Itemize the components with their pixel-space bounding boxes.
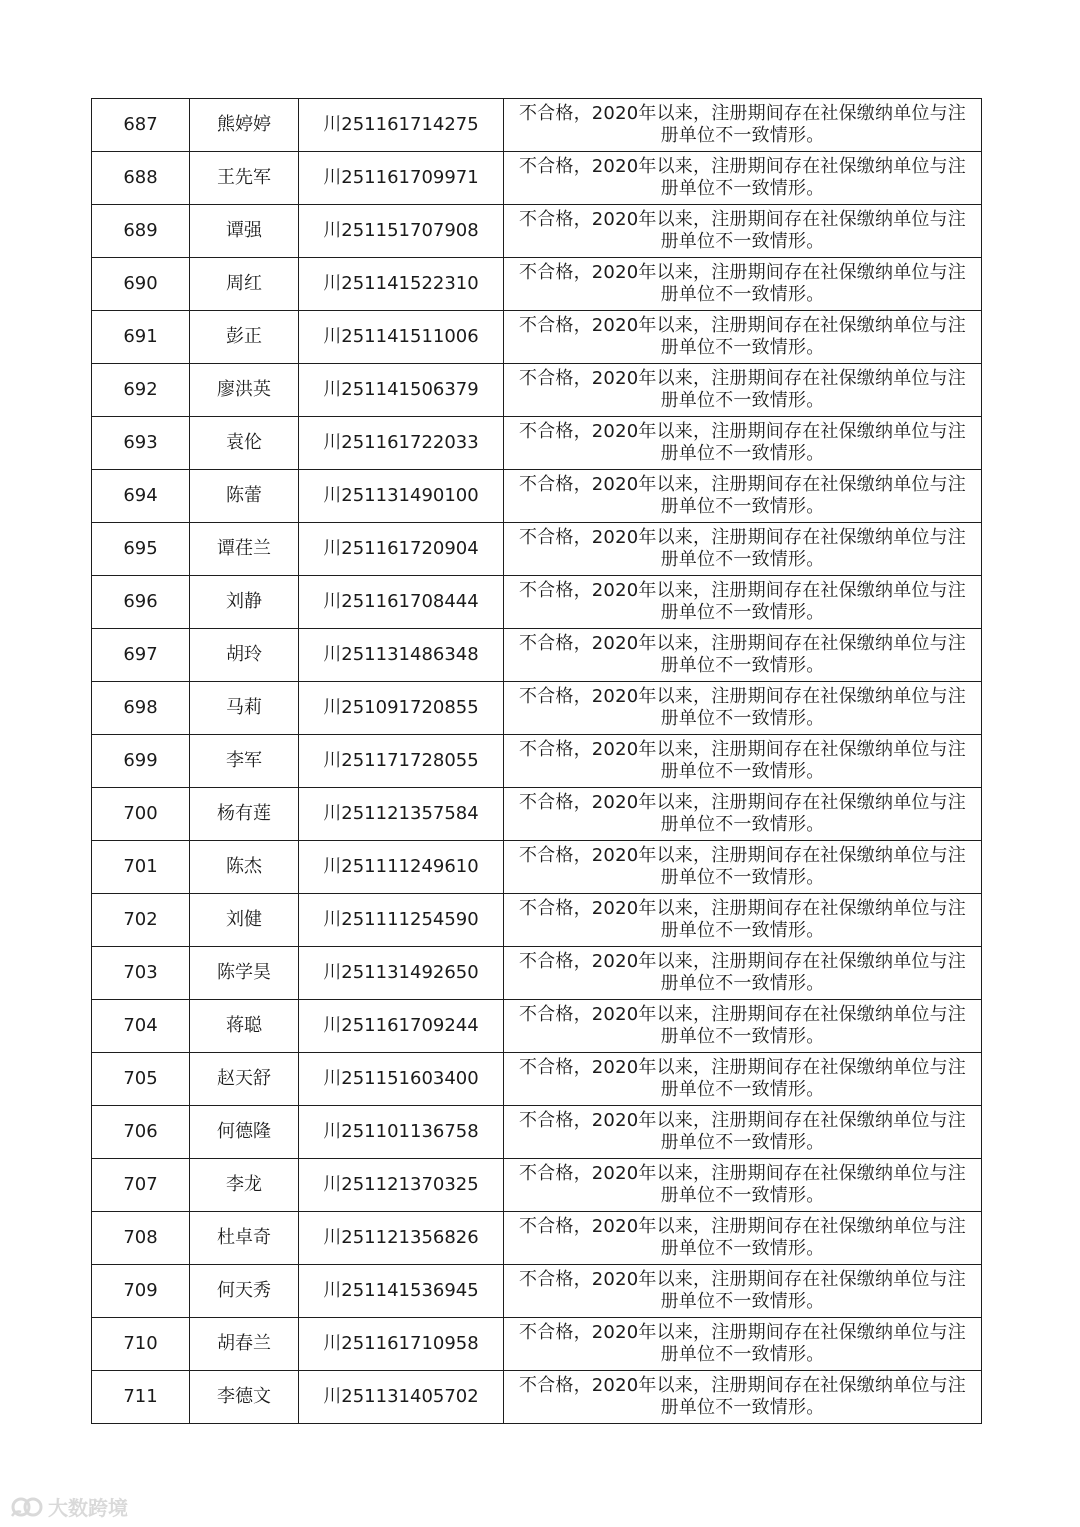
table-row [92, 523, 982, 576]
row-certificate-number: 川251141536945 [299, 1265, 504, 1318]
row-remark: 不合格，2020年以来，注册期间存在社保缴纳单位与注册单位不一致情形。 [504, 841, 982, 894]
row-number: 702 [92, 894, 190, 947]
row-certificate-number: 川251141511006 [299, 311, 504, 364]
table-row [92, 629, 982, 682]
table-row [92, 364, 982, 417]
row-remark: 不合格，2020年以来，注册期间存在社保缴纳单位与注册单位不一致情形。 [504, 1318, 982, 1371]
row-certificate-number: 川251161709971 [299, 152, 504, 205]
row-name: 刘健 [190, 894, 299, 947]
row-number: 711 [92, 1371, 190, 1424]
row-name: 陈蕾 [190, 470, 299, 523]
brand-logo-icon [10, 1496, 44, 1518]
row-name: 杨有莲 [190, 788, 299, 841]
row-name: 李军 [190, 735, 299, 788]
row-remark: 不合格，2020年以来，注册期间存在社保缴纳单位与注册单位不一致情形。 [504, 1000, 982, 1053]
table-row [92, 205, 982, 258]
roster-table [91, 98, 982, 1424]
table-row [92, 1265, 982, 1318]
table-row [92, 1212, 982, 1265]
row-name: 胡春兰 [190, 1318, 299, 1371]
row-remark: 不合格，2020年以来，注册期间存在社保缴纳单位与注册单位不一致情形。 [504, 947, 982, 1000]
row-remark: 不合格，2020年以来，注册期间存在社保缴纳单位与注册单位不一致情形。 [504, 417, 982, 470]
row-name: 谭荏兰 [190, 523, 299, 576]
table-row [92, 788, 982, 841]
row-certificate-number: 川251141522310 [299, 258, 504, 311]
row-certificate-number: 川251121357584 [299, 788, 504, 841]
watermark-text: 大数跨境 [48, 1496, 128, 1520]
row-certificate-number: 川251121370325 [299, 1159, 504, 1212]
row-certificate-number: 川251161722033 [299, 417, 504, 470]
row-number: 703 [92, 947, 190, 1000]
row-number: 708 [92, 1212, 190, 1265]
table-row [92, 1000, 982, 1053]
row-name: 杜卓奇 [190, 1212, 299, 1265]
row-certificate-number: 川251161709244 [299, 1000, 504, 1053]
row-remark: 不合格，2020年以来，注册期间存在社保缴纳单位与注册单位不一致情形。 [504, 523, 982, 576]
row-certificate-number: 川251171728055 [299, 735, 504, 788]
row-name: 周红 [190, 258, 299, 311]
row-name: 胡玲 [190, 629, 299, 682]
row-number: 694 [92, 470, 190, 523]
row-number: 699 [92, 735, 190, 788]
watermark [10, 1492, 128, 1521]
row-number: 707 [92, 1159, 190, 1212]
row-name: 熊婷婷 [190, 99, 299, 152]
row-certificate-number: 川251131492650 [299, 947, 504, 1000]
row-number: 693 [92, 417, 190, 470]
row-remark: 不合格，2020年以来，注册期间存在社保缴纳单位与注册单位不一致情形。 [504, 364, 982, 417]
row-number: 689 [92, 205, 190, 258]
row-name: 袁伦 [190, 417, 299, 470]
row-number: 710 [92, 1318, 190, 1371]
row-number: 709 [92, 1265, 190, 1318]
row-name: 蒋聪 [190, 1000, 299, 1053]
row-remark: 不合格，2020年以来，注册期间存在社保缴纳单位与注册单位不一致情形。 [504, 1212, 982, 1265]
table-row [92, 1318, 982, 1371]
table-row [92, 258, 982, 311]
row-name: 李德文 [190, 1371, 299, 1424]
table-row [92, 735, 982, 788]
table-row [92, 947, 982, 1000]
row-name: 何天秀 [190, 1265, 299, 1318]
row-number: 704 [92, 1000, 190, 1053]
row-number: 688 [92, 152, 190, 205]
row-number: 706 [92, 1106, 190, 1159]
table-row [92, 576, 982, 629]
row-certificate-number: 川251101136758 [299, 1106, 504, 1159]
table-row [92, 417, 982, 470]
row-certificate-number: 川251091720855 [299, 682, 504, 735]
row-name: 马莉 [190, 682, 299, 735]
table-row [92, 682, 982, 735]
row-number: 692 [92, 364, 190, 417]
row-remark: 不合格，2020年以来，注册期间存在社保缴纳单位与注册单位不一致情形。 [504, 629, 982, 682]
row-remark: 不合格，2020年以来，注册期间存在社保缴纳单位与注册单位不一致情形。 [504, 311, 982, 364]
row-number: 687 [92, 99, 190, 152]
row-remark: 不合格，2020年以来，注册期间存在社保缴纳单位与注册单位不一致情形。 [504, 258, 982, 311]
row-remark: 不合格，2020年以来，注册期间存在社保缴纳单位与注册单位不一致情形。 [504, 894, 982, 947]
table-row [92, 1371, 982, 1424]
row-remark: 不合格，2020年以来，注册期间存在社保缴纳单位与注册单位不一致情形。 [504, 682, 982, 735]
row-certificate-number: 川251111249610 [299, 841, 504, 894]
table-row [92, 311, 982, 364]
row-number: 705 [92, 1053, 190, 1106]
row-remark: 不合格，2020年以来，注册期间存在社保缴纳单位与注册单位不一致情形。 [504, 735, 982, 788]
row-name: 赵天舒 [190, 1053, 299, 1106]
row-number: 695 [92, 523, 190, 576]
row-number: 698 [92, 682, 190, 735]
row-name: 王先军 [190, 152, 299, 205]
row-certificate-number: 川251121356826 [299, 1212, 504, 1265]
roster-table-body [92, 99, 982, 1424]
row-name: 何德隆 [190, 1106, 299, 1159]
row-remark: 不合格，2020年以来，注册期间存在社保缴纳单位与注册单位不一致情形。 [504, 1159, 982, 1212]
row-name: 陈学昊 [190, 947, 299, 1000]
row-certificate-number: 川251161710958 [299, 1318, 504, 1371]
row-number: 690 [92, 258, 190, 311]
row-certificate-number: 川251141506379 [299, 364, 504, 417]
row-name: 陈杰 [190, 841, 299, 894]
row-number: 697 [92, 629, 190, 682]
row-name: 彭正 [190, 311, 299, 364]
table-row [92, 894, 982, 947]
row-number: 700 [92, 788, 190, 841]
row-certificate-number: 川251131486348 [299, 629, 504, 682]
row-remark: 不合格，2020年以来，注册期间存在社保缴纳单位与注册单位不一致情形。 [504, 576, 982, 629]
row-remark: 不合格，2020年以来，注册期间存在社保缴纳单位与注册单位不一致情形。 [504, 1265, 982, 1318]
row-name: 谭强 [190, 205, 299, 258]
row-certificate-number: 川251151603400 [299, 1053, 504, 1106]
row-number: 691 [92, 311, 190, 364]
row-remark: 不合格，2020年以来，注册期间存在社保缴纳单位与注册单位不一致情形。 [504, 788, 982, 841]
row-remark: 不合格，2020年以来，注册期间存在社保缴纳单位与注册单位不一致情形。 [504, 205, 982, 258]
table-row [92, 1106, 982, 1159]
table-row [92, 1053, 982, 1106]
row-remark: 不合格，2020年以来，注册期间存在社保缴纳单位与注册单位不一致情形。 [504, 1106, 982, 1159]
row-remark: 不合格，2020年以来，注册期间存在社保缴纳单位与注册单位不一致情形。 [504, 1371, 982, 1424]
row-name: 廖洪英 [190, 364, 299, 417]
row-number: 701 [92, 841, 190, 894]
row-remark: 不合格，2020年以来，注册期间存在社保缴纳单位与注册单位不一致情形。 [504, 152, 982, 205]
row-certificate-number: 川251161708444 [299, 576, 504, 629]
row-certificate-number: 川251131490100 [299, 470, 504, 523]
row-certificate-number: 川251161720904 [299, 523, 504, 576]
row-number: 696 [92, 576, 190, 629]
row-certificate-number: 川251151707908 [299, 205, 504, 258]
table-row [92, 99, 982, 152]
row-remark: 不合格，2020年以来，注册期间存在社保缴纳单位与注册单位不一致情形。 [504, 470, 982, 523]
row-name: 李龙 [190, 1159, 299, 1212]
row-remark: 不合格，2020年以来，注册期间存在社保缴纳单位与注册单位不一致情形。 [504, 99, 982, 152]
row-name: 刘静 [190, 576, 299, 629]
row-remark: 不合格，2020年以来，注册期间存在社保缴纳单位与注册单位不一致情形。 [504, 1053, 982, 1106]
table-row [92, 152, 982, 205]
row-certificate-number: 川251161714275 [299, 99, 504, 152]
row-certificate-number: 川251111254590 [299, 894, 504, 947]
table-row [92, 470, 982, 523]
table-row [92, 841, 982, 894]
table-row [92, 1159, 982, 1212]
row-certificate-number: 川251131405702 [299, 1371, 504, 1424]
